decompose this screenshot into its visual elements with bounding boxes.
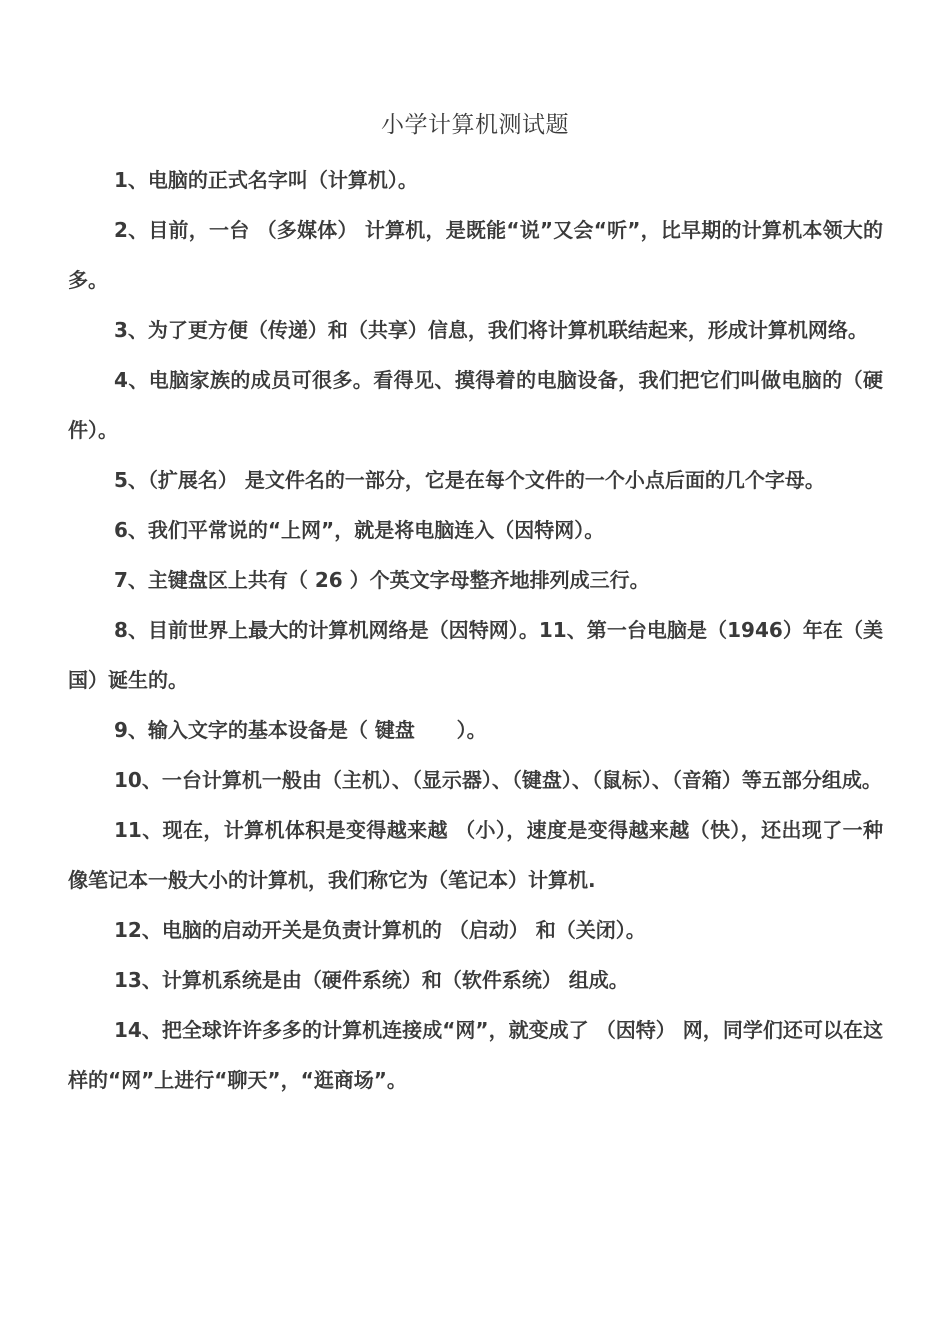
question-item: 3、为了更方便（传递）和（共享）信息，我们将计算机联结起来，形成计算机网络。 <box>114 318 868 342</box>
question-item: 8、目前世界上最大的计算机网络是（因特网）。11、第一台电脑是（1946）年在（美国）诞生的。 <box>68 618 883 692</box>
question-list <box>68 155 883 1105</box>
question-item: 1、电脑的正式名字叫（计算机）。 <box>114 168 418 192</box>
question-item: 4、电脑家族的成员可很多。看得见、摸得着的电脑设备，我们把它们叫做电脑的（硬件）。 <box>68 368 883 442</box>
question-item: 11、现在，计算机体积是变得越来越 （小），速度是变得越来越（快），还出现了一种像笔记本一般大小的计算机，我们称它为（笔记本）计算机. <box>68 818 883 892</box>
question-item: 13、计算机系统是由（硬件系统）和（软件系统） 组成。 <box>114 968 629 992</box>
question-item: 12、电脑的启动开关是负责计算机的 （启动） 和（关闭）。 <box>114 918 646 942</box>
question-item: 2、目前，一台 （多媒体） 计算机，是既能“说”又会“听”，比早期的计算机本领大的多。 <box>68 218 883 292</box>
question-item: 14、把全球许许多多的计算机连接成“网”，就变成了 （因特） 网，同学们还可以在这样的“网”上进行“聊天”，“逛商场”。 <box>68 1018 883 1092</box>
document-title: 小学计算机测试题 <box>381 112 569 138</box>
question-item: 10、一台计算机一般由（主机）、（显示器）、（键盘）、（鼠标）、（音箱）等五部分组成。 <box>114 768 882 792</box>
question-item: 7、主键盘区上共有（ 26 ）个英文字母整齐地排列成三行。 <box>114 568 650 592</box>
question-item: 6、我们平常说的“上网”，就是将电脑连入（因特网）。 <box>114 518 605 542</box>
question-item: 5、（扩展名） 是文件名的一部分，它是在每个文件的一个小点后面的几个字母。 <box>114 468 825 492</box>
question-item: 9、输入文字的基本设备是（ 键盘 ）。 <box>114 718 487 742</box>
